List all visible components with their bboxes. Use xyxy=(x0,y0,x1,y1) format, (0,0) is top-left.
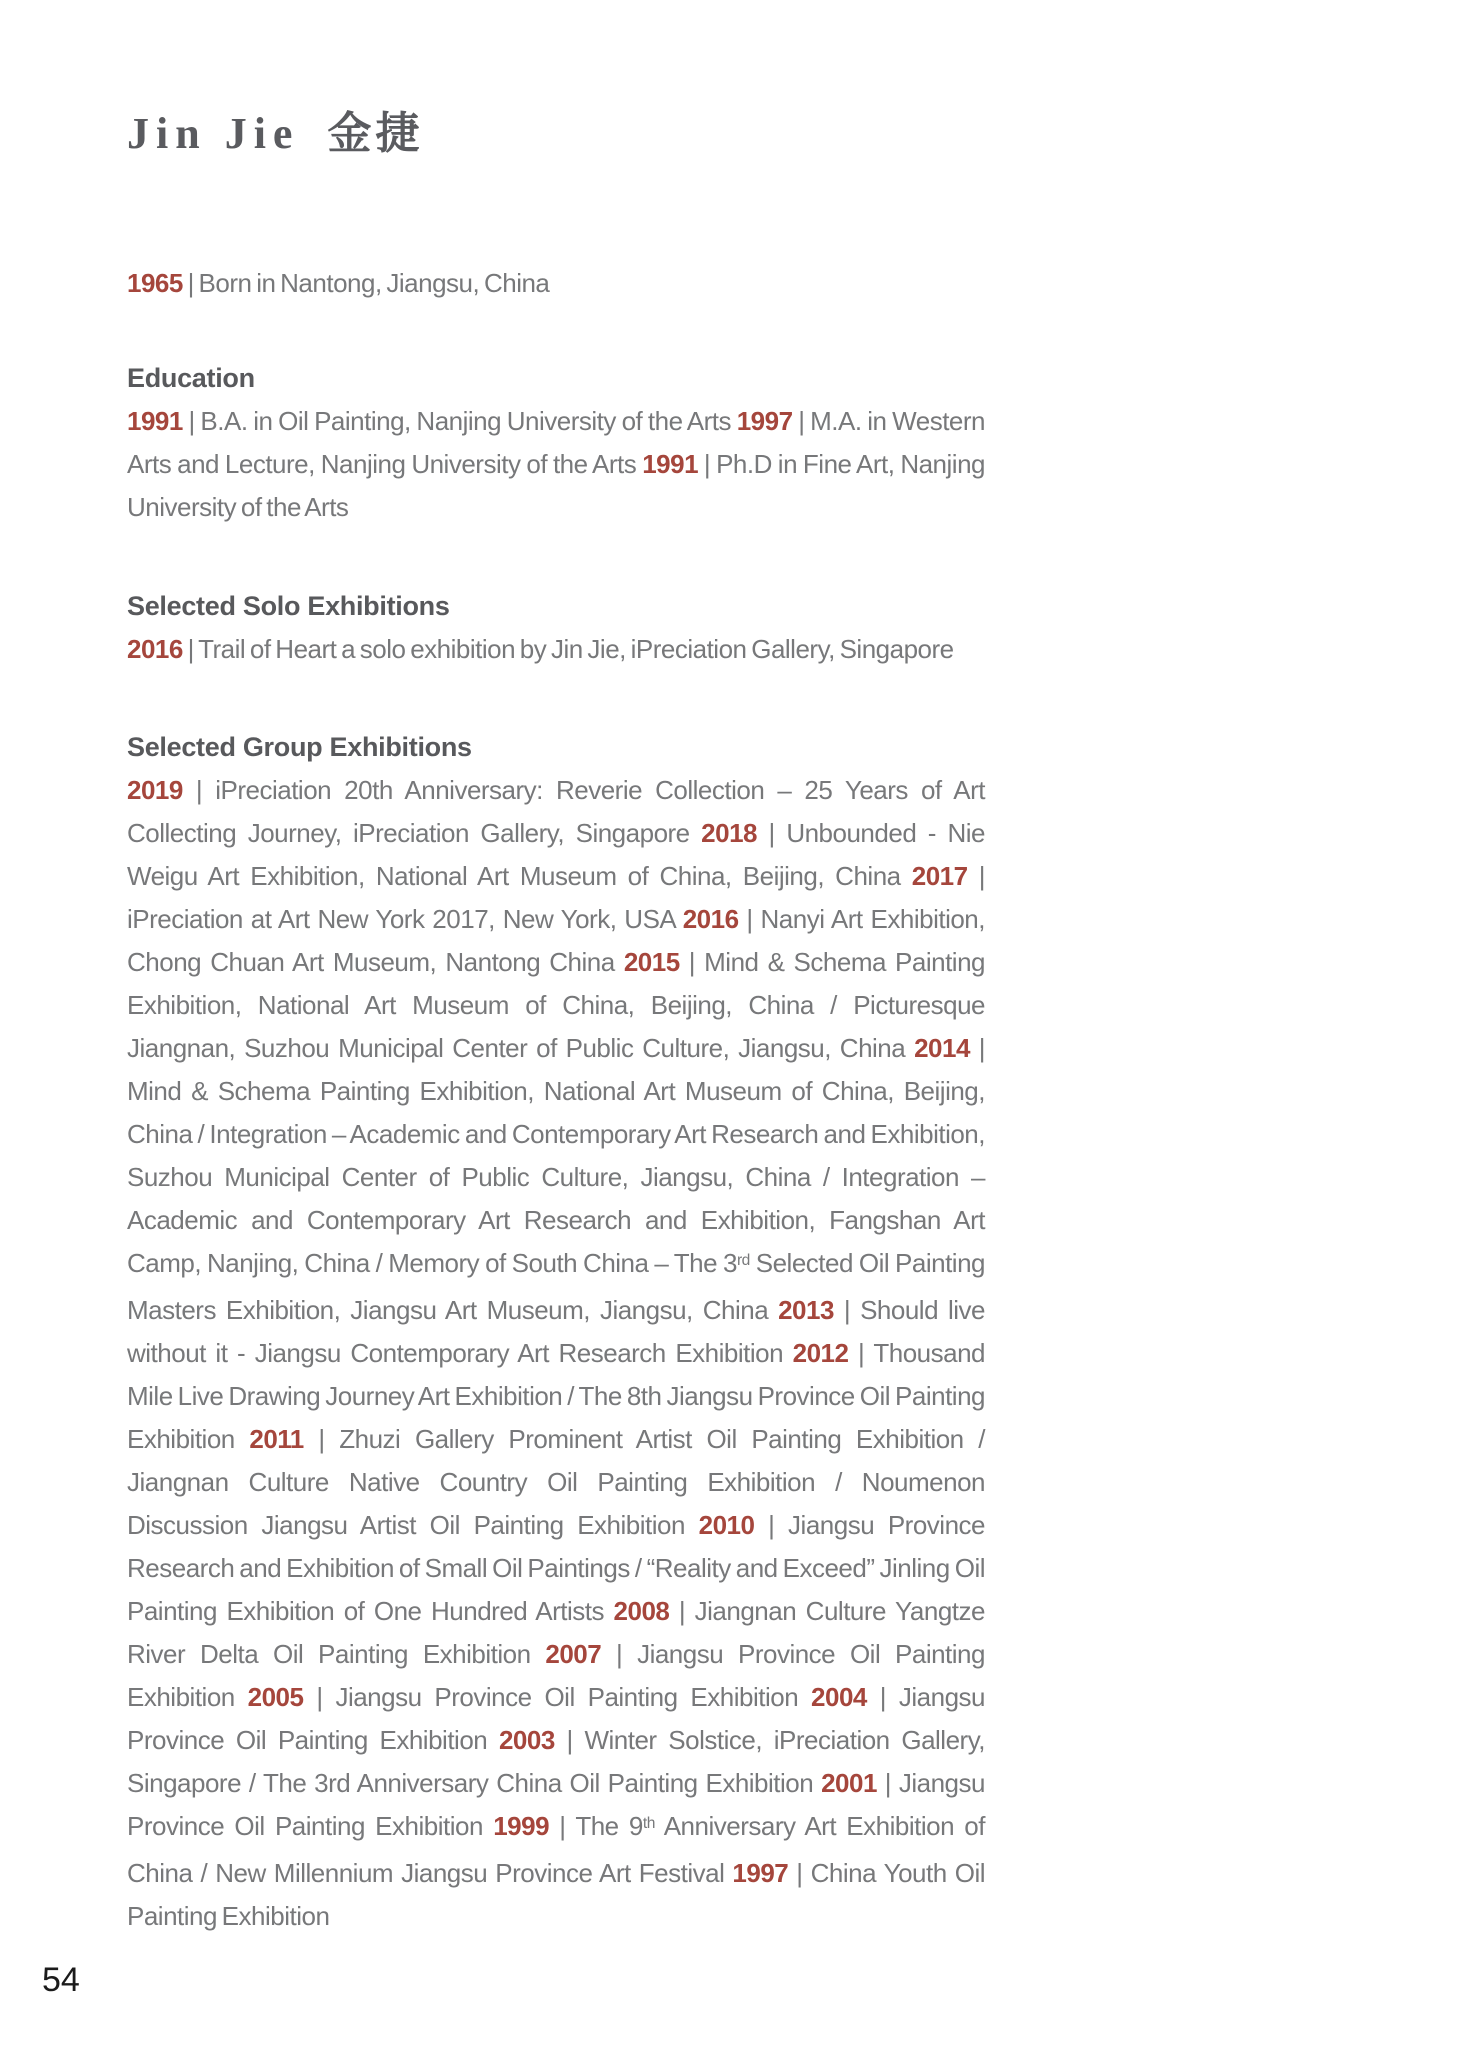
section-education xyxy=(127,357,985,529)
cv-content xyxy=(127,0,985,1938)
section-heading-education: Education xyxy=(127,363,255,393)
year-label: 2015 xyxy=(623,947,680,977)
year-label: 2003 xyxy=(498,1725,555,1755)
year-label: 2016 xyxy=(682,904,739,934)
artist-name-title xyxy=(127,0,985,162)
group-exhibitions-paragraph: 2019 | iPreciation 20th Anniversary: Reverie Collection – 25 Years of Art Collecting Journey, iPreciation Gallery, Singapore 2018 | Unbounded - Nie Weigu Art Exhibition, National Art Museum of China, Beijing, China 2017 | iPreciation at Art New York 2017, New York, USA 2016 | Nanyi Art Exhibition, Chong Chuan Art Museum, Nantong China 2015 | Mind & Schema Painting Exhibition, National Art Museum of China, Beijing, China / Picturesque Jiangnan, Suzhou Municipal Center of Public Culture, Jiangsu, China 2014 | Mind & Schema Painting Exhibition, National Art Museum of China, Beijing, China / Integration – Academic and Contemporary Art Research and Exhibition, Suzhou Municipal Center of Public Culture, Jiangsu, China / Integration – Academic and Contemporary Art Research and Exhibition, Fangshan Art Camp, Nanjing, China / Memory of South China – The 3rd Selected Oil Painting Masters Exhibition, Jiangsu Art Museum, Jiangsu, China 2013 | Should live without it - Jiangsu Contemporary Art Research Exhibition 2012 | Thousand Mile Live Drawing Journey Art Exhibition / The 8th Jiangsu Province Oil Painting Exhibition 2011 | Zhuzi Gallery Prominent Artist Oil Painting Exhibition / Jiangnan Culture Native Country Oil Painting Exhibition / Noumenon Discussion Jiangsu Artist Oil Painting Exhibition 2010 | Jiangsu Province Research and Exhibition of Small Oil Paintings / “Reality and Exceed” Jinling Oil Painting Exhibition of One Hundred Artists 2008 | Jiangnan Culture Yangtze River Delta Oil Painting Exhibition 2007 | Jiangsu Province Oil Painting Exhibition 2005 | Jiangsu Province Oil Painting Exhibition 2004 | Jiangsu Province Oil Painting Exhibition 2003 | Winter Solstice, iPreciation Gallery, Singapore / The 3rd Anniversary China Oil Painting Exhibition 2001 | Jiangsu Province Oil Painting Exhibition 1999 | The 9th Anniversary Art Exhibition of China / New Millennium Jiangsu Province Art Festival 1997 | China Youth Oil Painting Exhibition xyxy=(127,775,986,1931)
year-label: 1997 xyxy=(736,406,793,436)
year-label: 2019 xyxy=(127,775,183,805)
born-line: 1965 | Born in Nantong, Jiangsu, China xyxy=(127,268,550,298)
year-label: 2001 xyxy=(821,1768,877,1798)
artist-name-latin: Jin Jie xyxy=(127,109,300,158)
year-label: 2017 xyxy=(911,861,968,891)
year-label: 2014 xyxy=(914,1033,970,1063)
artist-name-cjk: 金捷 xyxy=(327,109,424,158)
year-label: 2005 xyxy=(247,1682,304,1712)
section-solo-exhibitions xyxy=(127,585,985,671)
year-label: 2016 xyxy=(127,634,183,664)
section-heading-solo-exhibitions: Selected Solo Exhibitions xyxy=(127,591,450,621)
year-label: 1991 xyxy=(127,406,183,436)
year-label: 2012 xyxy=(792,1338,849,1368)
section-heading-group-exhibitions: Selected Group Exhibitions xyxy=(127,732,472,762)
solo-exhibitions-paragraph: 2016 | Trail of Heart a solo exhibition by Jin Jie, iPreciation Gallery, Singapore xyxy=(127,634,954,664)
year-label: 2013 xyxy=(778,1295,834,1325)
year-label: 2011 xyxy=(249,1424,304,1454)
page-number: 54 xyxy=(42,1961,80,1999)
year-label: 1997 xyxy=(732,1858,789,1888)
year-label: 2008 xyxy=(613,1596,670,1626)
year-label: 2010 xyxy=(698,1510,755,1540)
year-label: 2007 xyxy=(545,1639,602,1669)
section-group-exhibitions xyxy=(127,726,985,1938)
ordinal-suffix: th xyxy=(642,1814,655,1832)
year-label: 1991 xyxy=(642,449,699,479)
year-label: 1999 xyxy=(493,1811,550,1841)
year-label: 1965 xyxy=(127,268,183,298)
year-label: 2004 xyxy=(811,1682,867,1712)
ordinal-suffix: rd xyxy=(736,1251,750,1269)
education-paragraph: 1991 | B.A. in Oil Painting, Nanjing University of the Arts 1997 | M.A. in Western Arts and Lecture, Nanjing University of the Arts 1991 | Ph.D in Fine Art, Nanjing University of the Arts xyxy=(127,406,985,522)
year-label: 2018 xyxy=(701,818,758,848)
